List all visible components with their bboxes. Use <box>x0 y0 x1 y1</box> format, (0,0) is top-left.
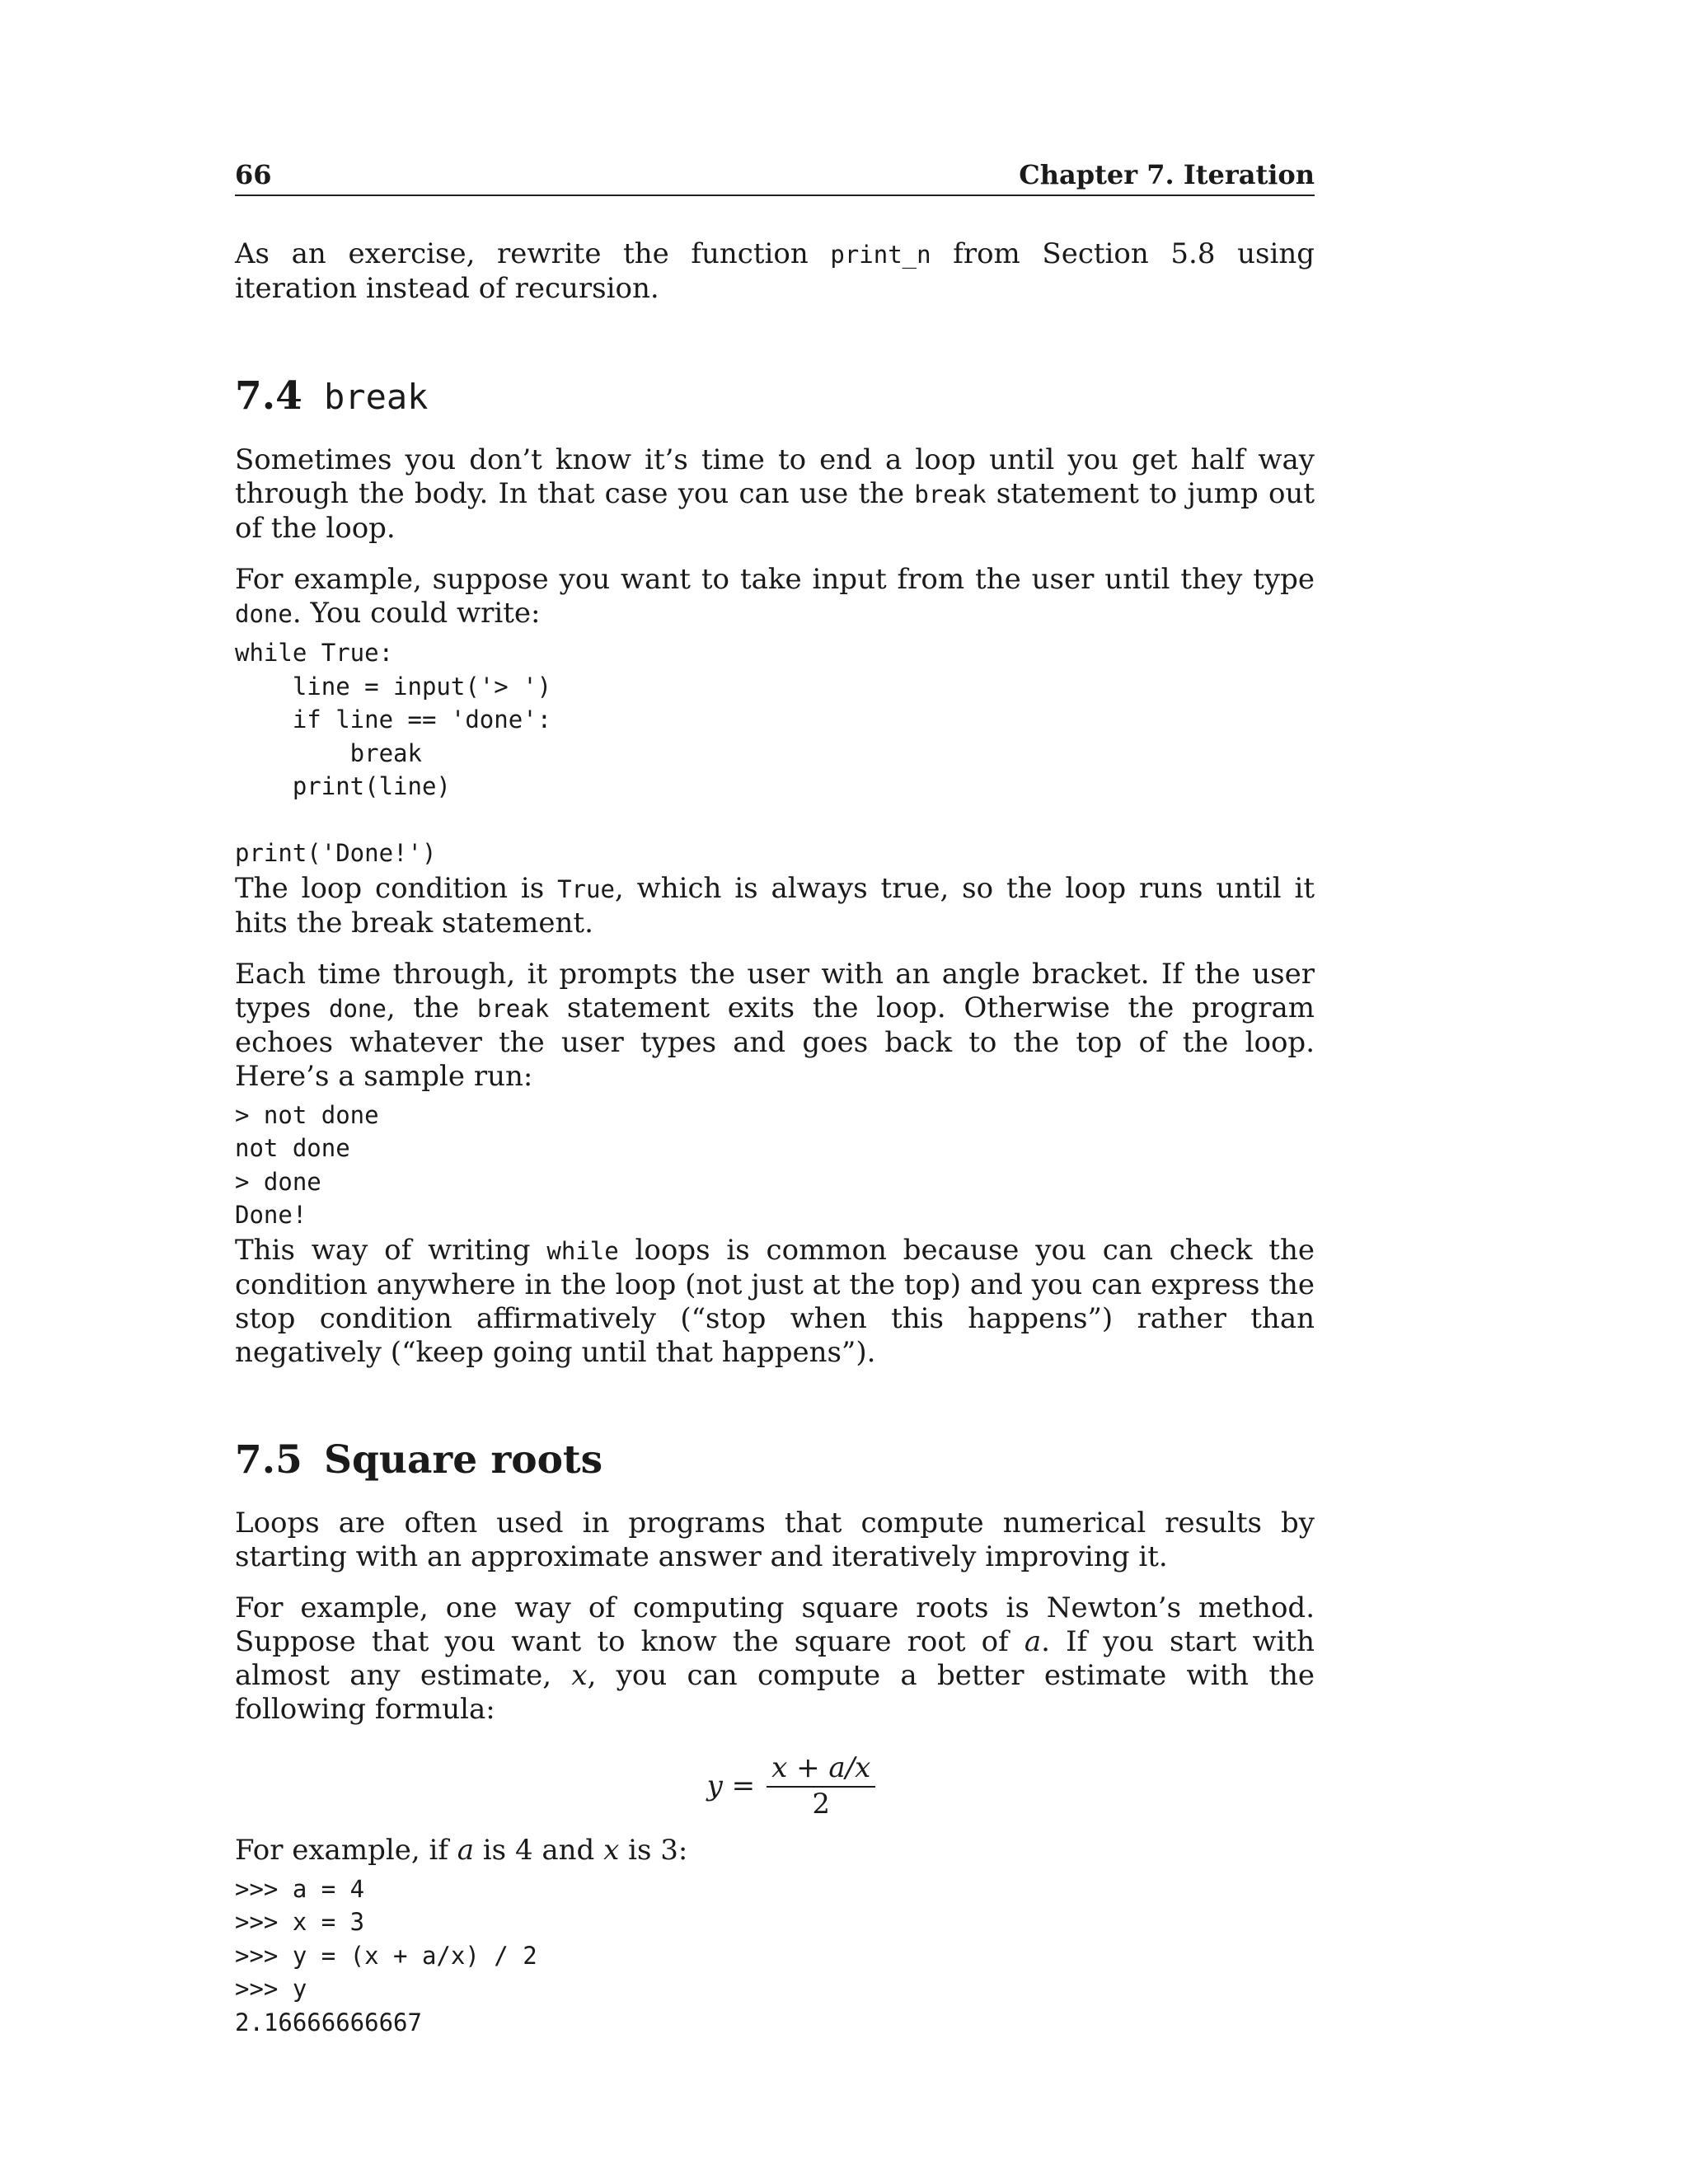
inline-code: while <box>546 1236 619 1265</box>
newton-formula <box>268 1751 1315 1821</box>
paragraph: For example, one way of computing square roots is Newton’s method. Suppose that you want to know the square root of a. If you start with almost any estimate, x, you can compute a better estimate with the following formula: <box>235 1591 1315 1726</box>
sample-run-output: > not done not done > done Done! <box>235 1100 379 1229</box>
paragraph: For example, suppose you want to take input from the user until they type done. You could write: <box>235 563 1315 630</box>
inline-code: break <box>476 994 550 1023</box>
formula-fraction <box>767 1751 875 1821</box>
inline-code: break <box>914 480 987 509</box>
code-block: while True: line = input('> ') if line == 'done': break print(line) print('Done!') <box>235 639 552 867</box>
section-title: Square roots <box>324 1436 603 1483</box>
section-number: 7.4 <box>235 373 302 419</box>
math-variable: x <box>571 1658 588 1692</box>
page-number: 66 <box>235 159 272 190</box>
paragraph: The loop condition is True, which is always true, so the loop runs until it hits the break statement. <box>235 871 1315 940</box>
section-heading-square-roots <box>235 1436 1315 1485</box>
inline-code: done <box>235 600 293 628</box>
intro-paragraph: As an exercise, rewrite the function print_n from Section 5.8 using iteration instead of recursion. <box>235 237 1315 305</box>
paragraph: Sometimes you don’t know it’s time to end a loop until you get half way through the body. In that case you can use the break statement to jump out of the loop. <box>235 443 1315 545</box>
inline-code: print_n <box>830 241 931 269</box>
section-number: 7.5 <box>235 1436 302 1483</box>
inline-code: done <box>328 994 387 1023</box>
running-header <box>235 157 1315 196</box>
math-variable: a <box>1024 1624 1042 1658</box>
math-variable: a <box>457 1833 474 1867</box>
interpreter-session: >>> a = 4 >>> x = 3 >>> y = (x + a/x) / 2 >>> y 2.16666666667 <box>235 1874 537 2036</box>
paragraph: Each time through, it prompts the user with an angle bracket. If the user types done, the break statement exits the loop. Otherwise the program echoes whatever the user types and goes back to the top of the loop. Here’s a sample run: <box>235 957 1315 1093</box>
chapter-title: Chapter 7. Iteration <box>1019 159 1315 190</box>
math-variable: x <box>603 1833 620 1867</box>
paragraph: This way of writing while loops is common because you can check the condition anywhere in the loop (not just at the top) and you can express the stop condition affirmatively (“stop when this happens”) rather than negatively (“keep going until that happens”). <box>235 1233 1315 1369</box>
book-page <box>235 157 1315 2039</box>
inline-code: True <box>557 874 615 903</box>
formula-denominator: 2 <box>812 1787 831 1821</box>
formula-numerator: x + a/x <box>767 1751 875 1788</box>
section-heading-break <box>235 372 1315 422</box>
paragraph: For example, if a is 4 and x is 3: <box>235 1833 688 1867</box>
paragraph: Loops are often used in programs that compute numerical results by starting with an approximate answer and iteratively improving it. <box>235 1506 1315 1573</box>
formula-lhs: y = <box>706 1769 756 1802</box>
section-title: break <box>324 377 429 417</box>
